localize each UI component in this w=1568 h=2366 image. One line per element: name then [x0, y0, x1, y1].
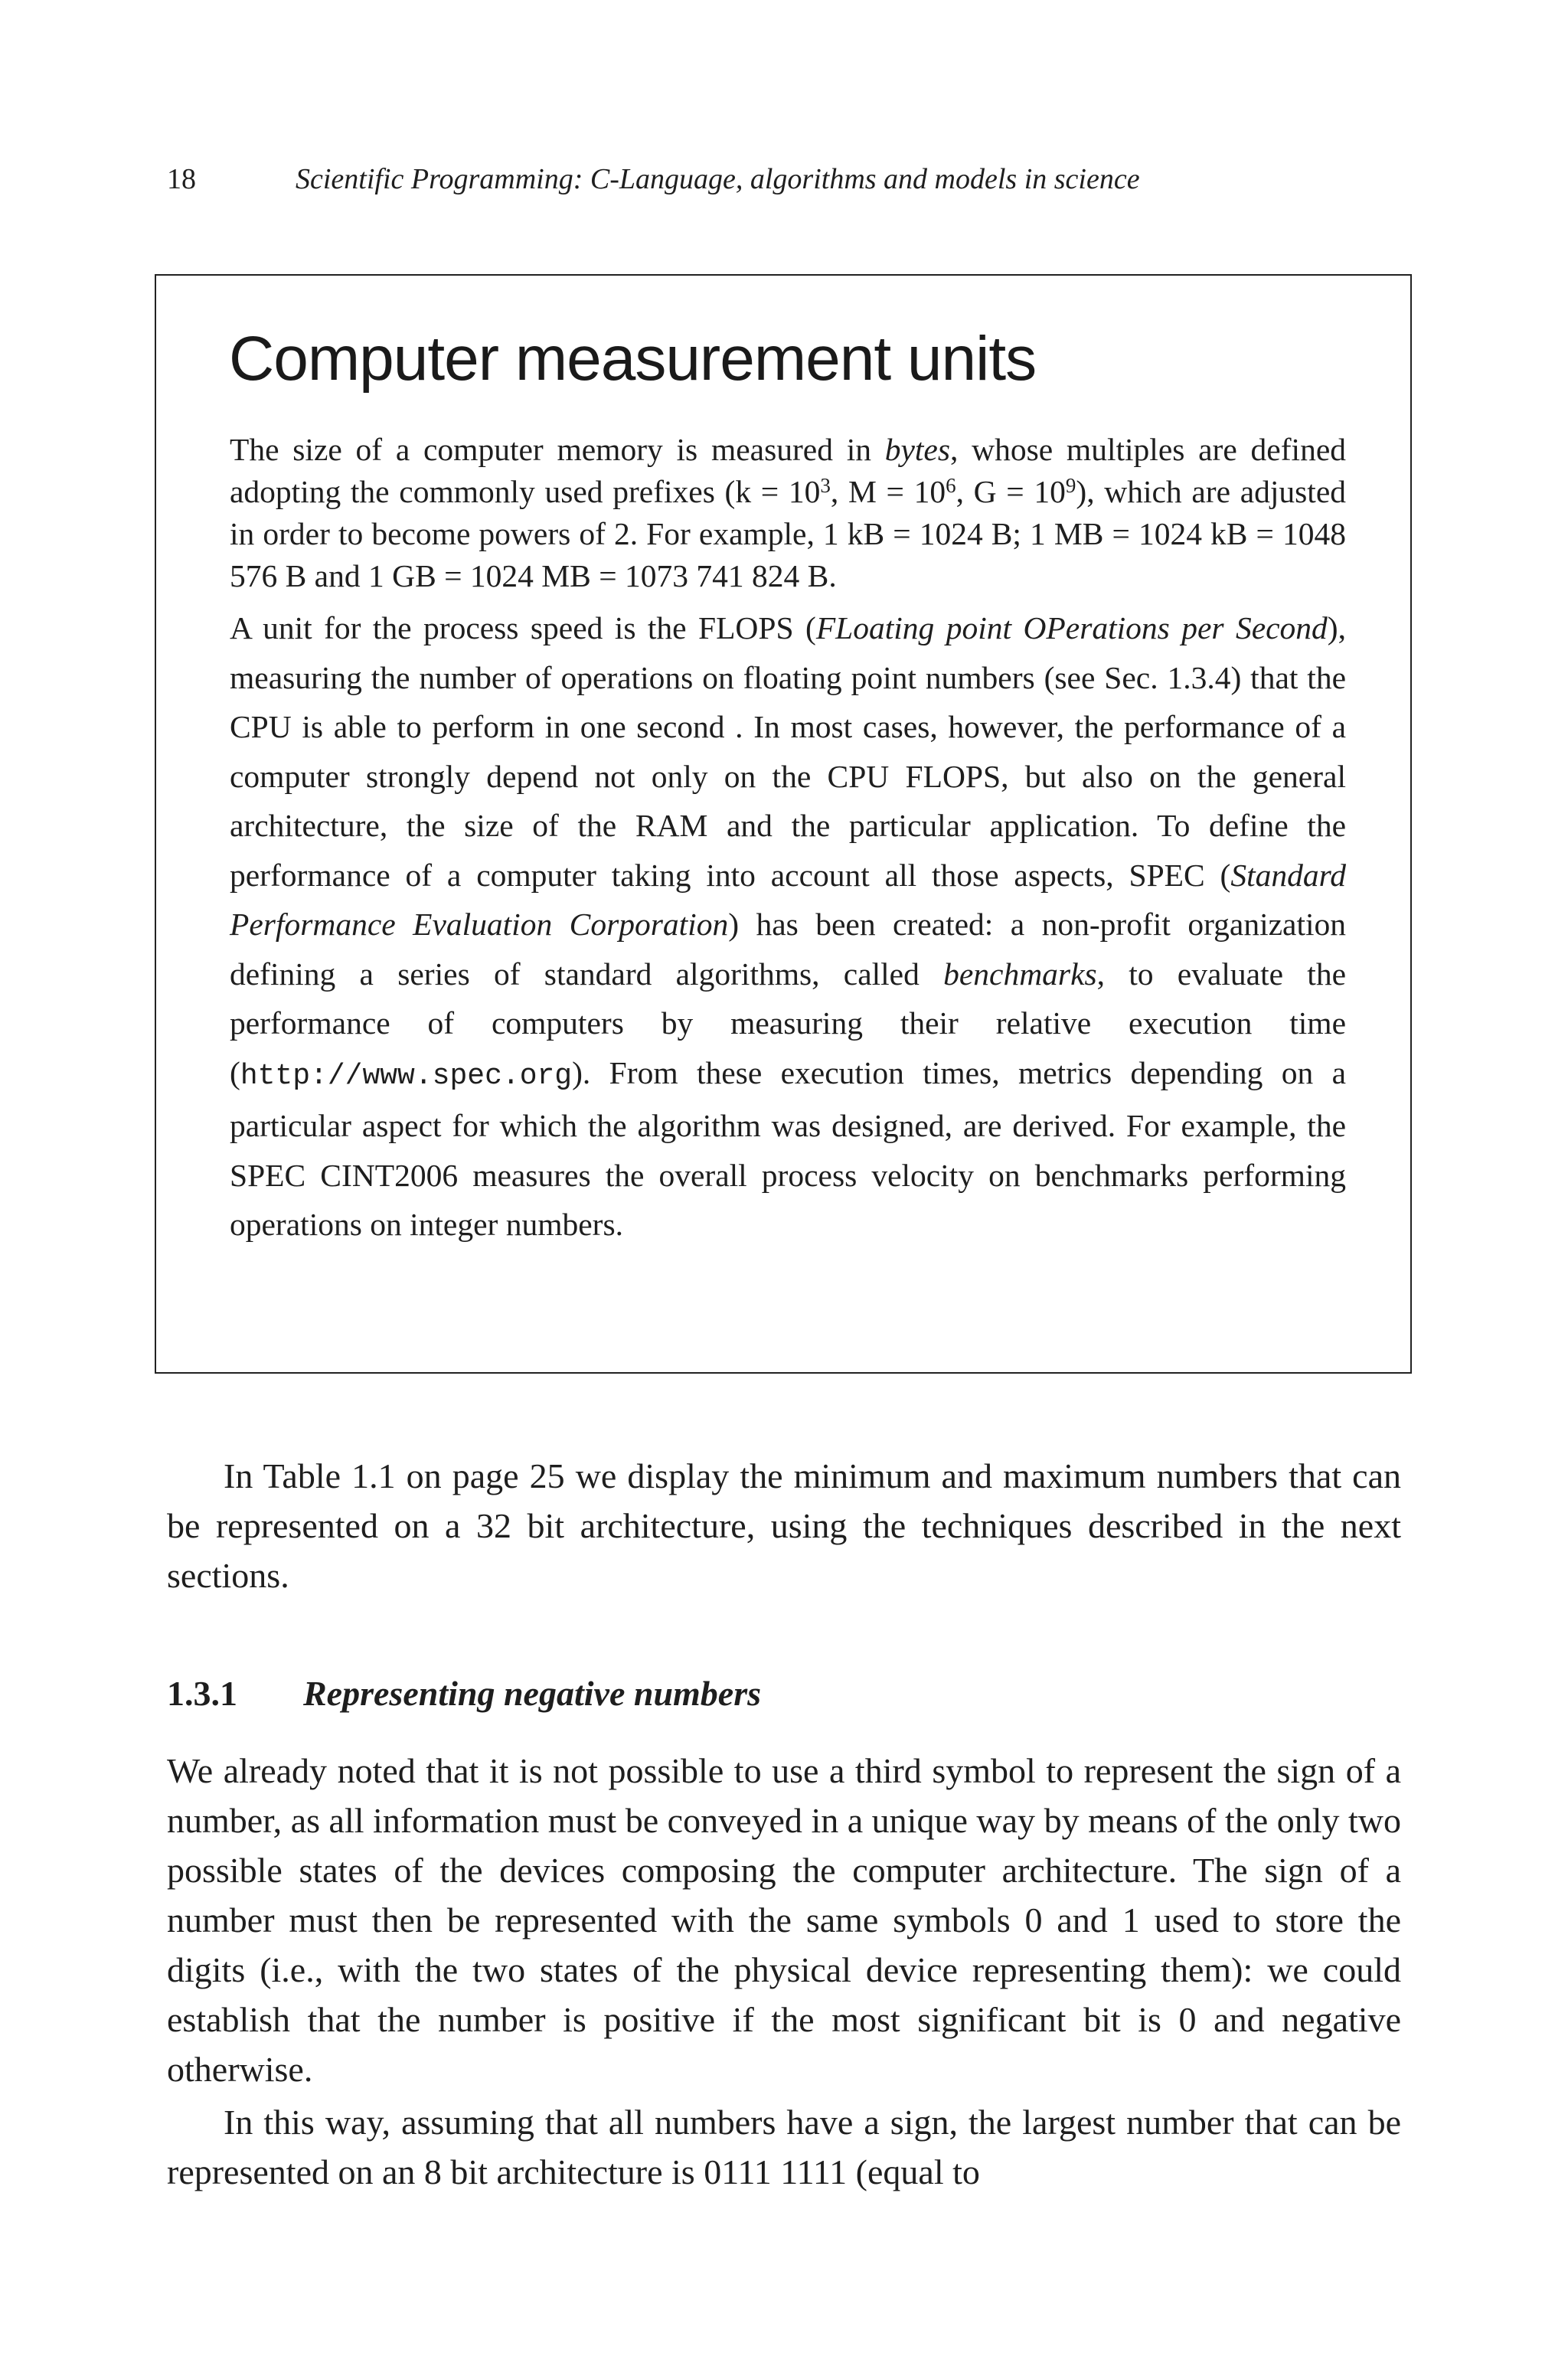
section-title: Representing negative numbers — [303, 1674, 762, 1713]
text-run: ). From these execution times, metrics depending on a particular aspect for which the algorithm was designed, are derived. For example, the SPEC CINT2006 measures the overall process velocity on benchmarks performing operations on integer numbers. — [230, 1054, 1346, 1242]
emphasis: bytes — [884, 432, 951, 467]
box-title: Computer measurement units — [229, 324, 1037, 394]
text-run: , M = 10 — [830, 474, 946, 509]
exponent: 6 — [946, 474, 956, 498]
section-number: 1.3.1 — [167, 1674, 237, 1713]
emphasis: FLoating point OPerations per Second — [815, 610, 1328, 645]
spec-url: http://www.spec.org — [240, 1059, 573, 1093]
section-paragraph: In this way, assuming that all numbers have a sign, the largest number that can be represented on an 8 bit architecture is 0111 1111 (equal to — [167, 2103, 1401, 2191]
section-paragraph: We already noted that it is not possible to use a third symbol to represent the sign of a number, as all information must be conveyed in a unique way by means of the only two possible states of the devices composing the computer architecture. The sign of a number must then be represented with the same symbols 0 and 1 used to store the digits (i.e., with the two states of the physical device representing them): we could establish that the number is positive if the most significant bit is 0 and negative otherwise. — [167, 1751, 1401, 2089]
box-body — [230, 429, 1346, 1250]
text-run: The size of a computer memory is measured in — [230, 432, 885, 467]
emphasis: benchmarks — [943, 956, 1097, 992]
text-run: , to evaluate the performance of computers by measuring their relative execution time ( — [230, 956, 1346, 1090]
book-title: Scientific Programming: C-Language, algorithms and models in science — [296, 163, 1140, 195]
intro-section — [167, 1451, 1401, 1600]
exponent: 3 — [820, 474, 831, 498]
text-run: A unit for the process speed is the FLOPS ( — [230, 610, 816, 645]
section-heading — [167, 1673, 1401, 1714]
box-paragraph-memory — [230, 429, 1346, 597]
exponent: 9 — [1065, 474, 1076, 498]
page-number: 18 — [167, 163, 196, 195]
text-run: ), which are adjusted in order to become powers of 2. For example, 1 kB = 1024 B; 1 MB = 1024 kB = 1048 576 B and 1 GB = 1024 MB = 1073 741 824 B. — [230, 474, 1346, 593]
box-paragraph-flops — [230, 603, 1346, 1250]
intro-paragraph: In Table 1.1 on page 25 we display the minimum and maximum numbers that can be represented on a 32 bit architecture, using the techniques described in the next sections. — [167, 1456, 1401, 1595]
info-box — [155, 274, 1412, 1374]
text-run: ), measuring the number of operations on floating point numbers (see Sec. 1.3.4) that the CPU is able to perform in one second . In most cases, however, the performance of a computer strongly depend not only on the CPU FLOPS, but also on the general architecture, the size of the RAM and the particular application. To define the performance of a computer taking into account all those aspects, SPEC ( — [230, 610, 1346, 893]
emphasis: Standard Performance Evaluation Corporation — [230, 857, 1346, 942]
text-run: , whose multiples are defined adopting the commonly used prefixes (k = 10 — [230, 432, 1346, 509]
text-run: ) has been created: a non-profit organization defining a series of standard algorithms, called — [230, 907, 1346, 992]
section-body — [167, 1746, 1401, 2197]
text-run: , G = 10 — [956, 474, 1066, 509]
running-head — [167, 162, 1400, 208]
